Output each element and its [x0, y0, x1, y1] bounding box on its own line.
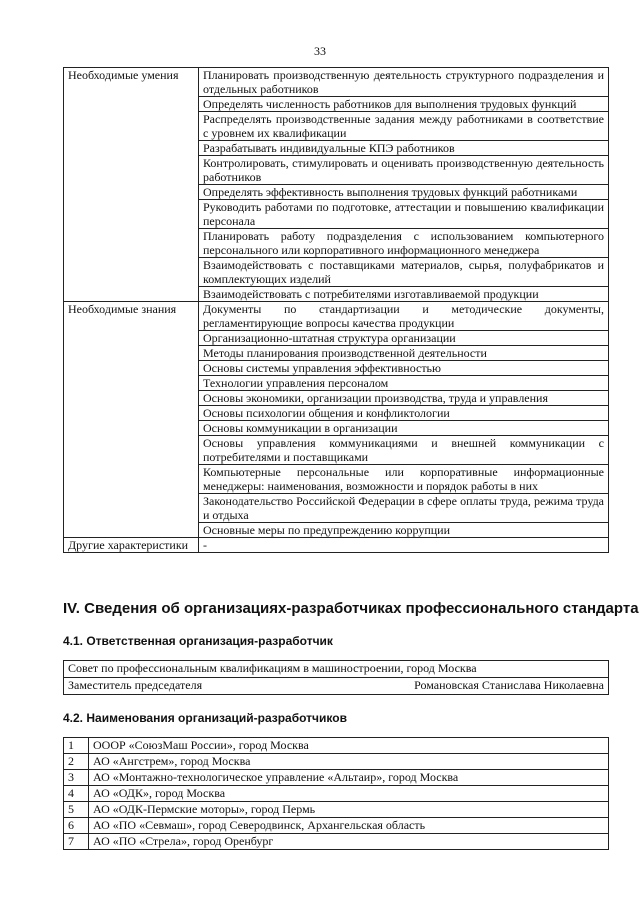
list-item: [64, 802, 609, 818]
org-number: 6: [64, 818, 89, 834]
org-name: АО «ПО «Стрела», город Оренбург: [89, 834, 609, 850]
org-number: 4: [64, 786, 89, 802]
row-item: -: [199, 538, 609, 553]
row-item: Основы психологии общения и конфликтологии: [199, 406, 609, 421]
responsible-org-name: Совет по профессиональным квалификациям в машиностроении, город Москва: [64, 661, 609, 678]
org-name: АО «Ангстрем», город Москва: [89, 754, 609, 770]
developer-orgs-title: 4.2. Наименования организаций-разработчиков: [63, 711, 347, 725]
table-row: [64, 302, 609, 331]
org-name: АО «Монтажно-технологическое управление «Альтаир», город Москва: [89, 770, 609, 786]
row-label: Другие характеристики: [64, 538, 199, 553]
table-row: [64, 68, 609, 97]
org-number: 7: [64, 834, 89, 850]
section-title: IV. Сведения об организациях-разработчиках профессионального стандарта: [63, 600, 639, 617]
org-name: АО «ПО «Севмаш», город Северодвинск, Архангельская область: [89, 818, 609, 834]
skills-knowledge-table: [63, 67, 609, 553]
row-item: Основные меры по предупреждению коррупции: [199, 523, 609, 538]
row-item: Компьютерные персональные или корпоративные информационные менеджеры: наименования, возможности и порядок работы в них: [199, 465, 609, 494]
table-row: [64, 538, 609, 553]
org-name: АО «ОДК», город Москва: [89, 786, 609, 802]
row-item: Основы системы управления эффективностью: [199, 361, 609, 376]
org-name: ОООР «СоюзМаш России», город Москва: [89, 738, 609, 754]
responsible-position: Заместитель председателя: [68, 678, 203, 692]
list-item: [64, 834, 609, 850]
row-item: Организационно-штатная структура организации: [199, 331, 609, 346]
responsible-org-title: 4.1. Ответственная организация-разработчик: [63, 634, 333, 648]
row-item: Документы по стандартизации и методические документы, регламентирующие вопросы качества продукции: [199, 302, 609, 331]
page-number: 33: [314, 44, 326, 58]
list-item: [64, 786, 609, 802]
responsible-org-table: [63, 660, 609, 695]
org-number: 2: [64, 754, 89, 770]
row-item: Определять эффективность выполнения трудовых функций работниками: [199, 185, 609, 200]
row-item: Взаимодействовать с поставщиками материалов, сырья, полуфабрикатов и комплектующих изделий: [199, 258, 609, 287]
row-item: Распределять производственные задания между работниками в соответствие с уровнем их квалификации: [199, 112, 609, 141]
list-item: [64, 738, 609, 754]
row-item: Разрабатывать индивидуальные КПЭ работников: [199, 141, 609, 156]
responsible-person-name: Романовская Станислава Николаевна: [414, 678, 604, 692]
row-item: Планировать производственную деятельность структурного подразделения и отдельных работников: [199, 68, 609, 97]
row-item: Технологии управления персоналом: [199, 376, 609, 391]
row-item: Планировать работу подразделения с использованием компьютерного персонального или корпоративного информационного менеджера: [199, 229, 609, 258]
row-item: Методы планирования производственной деятельности: [199, 346, 609, 361]
org-number: 5: [64, 802, 89, 818]
org-number: 1: [64, 738, 89, 754]
list-item: [64, 818, 609, 834]
list-item: [64, 770, 609, 786]
row-item: Основы экономики, организации производства, труда и управления: [199, 391, 609, 406]
responsible-person-row: [64, 678, 609, 695]
row-label: Необходимые умения: [64, 68, 199, 302]
org-name: АО «ОДК-Пермские моторы», город Пермь: [89, 802, 609, 818]
row-item: Основы коммуникации в организации: [199, 421, 609, 436]
row-item: Взаимодействовать с потребителями изготавливаемой продукции: [199, 287, 609, 302]
responsible-org-row: [64, 661, 609, 678]
developer-orgs-table: [63, 737, 609, 850]
org-number: 3: [64, 770, 89, 786]
row-label: Необходимые знания: [64, 302, 199, 538]
row-item: Контролировать, стимулировать и оценивать производственную деятельность работников: [199, 156, 609, 185]
row-item: Руководить работами по подготовке, аттестации и повышению квалификации персонала: [199, 200, 609, 229]
row-item: Законодательство Российской Федерации в сфере оплаты труда, режима труда и отдыха: [199, 494, 609, 523]
row-item: Основы управления коммуникациями и внешней коммуникации с потребителями и поставщиками: [199, 436, 609, 465]
list-item: [64, 754, 609, 770]
responsible-person-cell: [64, 678, 609, 695]
row-item: Определять численность работников для выполнения трудовых функций: [199, 97, 609, 112]
